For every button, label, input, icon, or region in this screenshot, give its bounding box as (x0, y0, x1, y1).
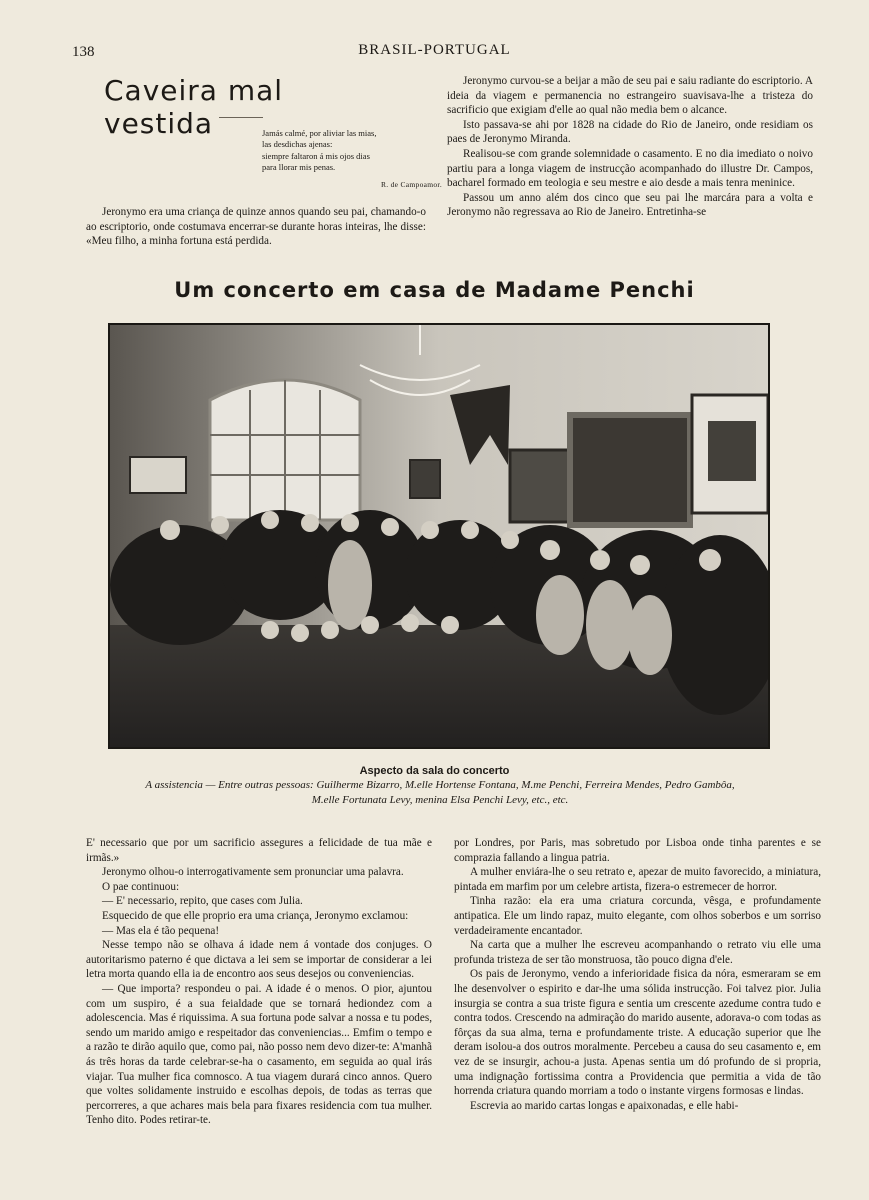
paragraph: por Londres, por Paris, mas sobretudo por Lisboa onde tinha parentes e se comprazia fallando a lingua patria. (454, 837, 821, 864)
story-column-bottom-right (454, 836, 821, 1113)
paragraph: — Que importa? respondeu o pai. A idade é o menos. O pior, ajuntou com um suspiro, é a sua feialdade que se tornará hediondez com a adolescencia. Mas é riquissima. A sua fortuna pode salvar a nossa e tu podes, sendo um marido amigo e respeitador das conveniencias... Emfim o tempo e a razão te dirão aquilo que, como pai, não posso nem devo dizer-te: A'manhã ás três horas da tarde celebrar-se-ha o casamento, em seguida ao qual irás viajar. Tua mulher fica comnosco. A tua viagem durará cinco annos. Quero que voltes solidamente instruido e escolhas depois, de todas as terras que percorreres, a que achares mais bela para fixares residencia com tua mulher. Tenho dito. Podes retirar-te. (86, 982, 432, 1127)
running-title: BRASIL-PORTUGAL (358, 42, 511, 58)
epigraph (262, 128, 442, 190)
epigraph-line: para llorar mis penas. (262, 161, 336, 172)
epigraph-line: las desdichas ajenas: (262, 139, 333, 150)
paragraph: Jeronymo era uma criança de quinze annos quando seu pai, chamando-o ao escriptorio, onde costumava encerrar-se durante horas inteiras, lhe disse: «Meu filho, a minha fortuna está perdida. (86, 206, 426, 248)
paragraph: Nesse tempo não se olhava á idade nem á vontade dos conjuges. O autoritarismo paterno é que dictava a lei sem se importar de considerar a lei letra morta quando ella ia de encontro aos seus desejos ou conveniencias. (86, 939, 432, 981)
photo-caption-line: M.elle Fortunata Levy, menina Elsa Penchi Levy, etc., etc. (311, 793, 569, 806)
paragraph: A mulher enviára-lhe o seu retrato e, apezar de muito favorecido, a miniatura, pintada em marfim por um celebre artista, fizera-o estremecer de horror. (454, 866, 821, 893)
epigraph-attribution: R. de Campoamor. (380, 180, 442, 190)
paragraph: Os pais de Jeronymo, vendo a inferioridade fisica da nóra, esmeraram se em lhe desenvolver o espirito e dar-lhe uma sólida instrucção. Foi talvez pior. Julia insurgia se contra a sua triste figura e sentia um crescente azedume contra tudo e contra todos. Crescendo na admiração do marido ausente, adorava-o com todas as fôrças da sua alma, terna e profundamente triste. A educação superior que lhe deram isolou-a dos outros moralmente. Percebeu a causa do seu casamento e, em vez de se insurgir, achou-a justa. Apenas sentia um dó profundo de si propria, uma indignação fortissima contra a Providencia que permitia a vida de tão horrenda criatura quando morriam a todo o instante virgens formosas e lindas. (454, 968, 821, 1098)
story-column-top-right (447, 74, 813, 220)
paragraph: Jeronymo olhou-o interrogativamente sem pronunciar uma palavra. (102, 866, 404, 879)
story-title: Caveira mal vestida (104, 74, 284, 140)
paragraph: Realisou-se com grande solemnidade o casamento. E no dia imediato o noivo partiu para a longa viagem de instrucção acompanhado do illustre Dr. Campos, bacharel formado em teologia e seu mestre e aio desde a mais tenra meninice. (447, 147, 813, 190)
epigraph-line: Jamás calmé, por aliviar las mias, (262, 128, 377, 138)
paragraph: E' necessario que por um sacrificio assegures a felicidade de tua mãe e irmãs.» (86, 837, 432, 864)
photo-caption-title: Aspecto da sala do concerto (359, 765, 510, 777)
epigraph-line: siempre faltaron á mis ojos dias (262, 150, 370, 161)
feature-title: Um concerto em casa de Madame Penchi (174, 278, 695, 302)
paragraph: Escrevia ao marido cartas longas e apaixonadas, e elle habi- (470, 1099, 739, 1112)
paragraph: Jeronymo curvou-se a beijar a mão de seu pai e saiu radiante do escriptorio. A ideia da viagem e permanencia no estrangeiro suavisava-lhe a tristeza do sacrificio que exigiam d'elle ao qual não media bem o alcance. (447, 75, 813, 117)
photo-caption-line: A assistencia — Entre outras pessoas: Guilherme Bizarro, M.elle Hortense Fontana, M.me Penchi, Ferreira Mendes, Pedro Gambôa, (145, 779, 735, 791)
paragraph: — Mas ela é tão pequena! (102, 924, 220, 937)
paragraph: Isto passava-se ahi por 1828 na cidade do Rio de Janeiro, onde residiam os paes de Jeronymo Miranda. (447, 118, 813, 146)
photo-caption (80, 778, 800, 807)
concert-photo (108, 323, 770, 749)
paragraph: Esquecido de que elle proprio era uma criança, Jeronymo exclamou: (102, 909, 409, 922)
paragraph: — E' necessario, repito, que cases com Julia. (102, 895, 303, 908)
story-column-top-left (86, 205, 426, 249)
paragraph: Passou um anno além dos cinco que seu pai lhe marcára para a volta e Jeronymo não regressava ao Rio de Janeiro. Entretinha-se (447, 191, 813, 219)
concert-photo-image (110, 325, 768, 747)
story-column-bottom-left (86, 836, 432, 1128)
page-number: 138 (72, 44, 95, 60)
paragraph: Tinha razão: ela era uma criatura corcunda, vêsga, e profundamente antipatica. Ele um lindo rapaz, muito elegante, com olhos soberbos e um sorriso verdadeiramente encantador. (454, 895, 821, 937)
title-rule (219, 117, 263, 118)
paragraph: Na carta que a mulher lhe escreveu acompanhando o retrato viu elle uma profunda tristeza de ser tão monstruosa, tão pouco digna d'ele. (454, 939, 821, 966)
paragraph: O pae continuou: (102, 880, 180, 893)
